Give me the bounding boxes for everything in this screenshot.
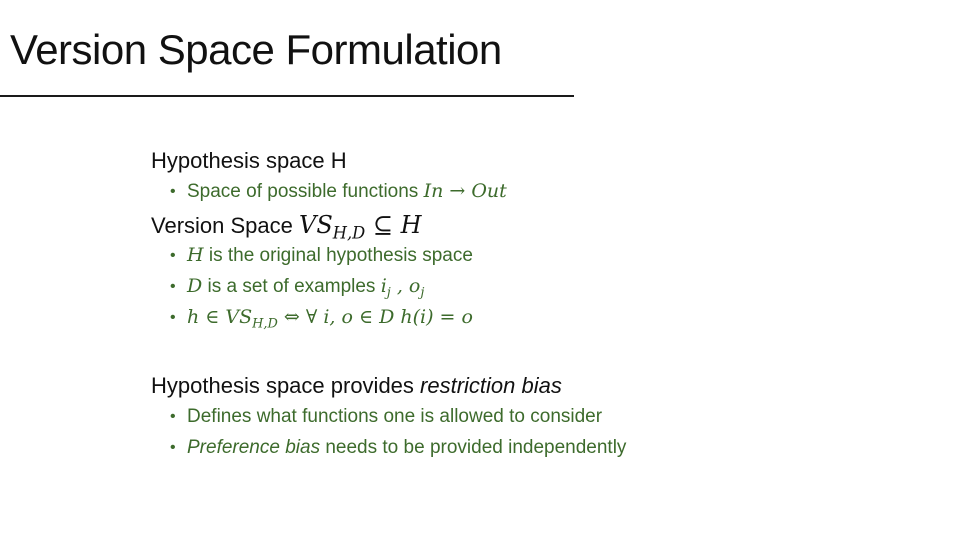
math-version-space: [298, 211, 422, 243]
math-o: o: [408, 275, 421, 297]
bullet-dot-icon: •: [170, 439, 176, 456]
math-i: i: [380, 275, 387, 297]
bullet-possible-functions: [151, 176, 931, 207]
heading-text: Version Space: [151, 213, 299, 238]
heading-hypothesis-space: Hypothesis space H: [151, 148, 347, 173]
bullet-defines-functions: [151, 401, 931, 432]
math-separator: ,: [390, 275, 409, 297]
math-membership: [187, 306, 473, 332]
math-i-subscript: j: [386, 285, 391, 301]
heading-emphasis: restriction bias: [420, 373, 562, 398]
bullets-version-space: [151, 240, 931, 333]
math-h-in-vs: h ∈ VS: [187, 306, 253, 328]
bullets-restriction-bias: [151, 401, 931, 463]
bullet-preference-bias: [151, 432, 931, 463]
slide-title: Version Space Formulation: [10, 26, 502, 73]
bullet-dot-icon: •: [170, 408, 176, 425]
math-subset-h: ⊆ H: [365, 211, 422, 239]
bullet-membership-condition: [151, 302, 931, 333]
bullet-dot-icon: •: [170, 309, 176, 326]
heading-restriction-bias: [151, 371, 931, 401]
math-d: D: [187, 275, 203, 297]
math-in-out: In → Out: [423, 180, 507, 202]
math-vs-subscript: H,D: [252, 316, 278, 332]
math-vs-subscript: H,D: [332, 223, 366, 243]
bullet-emphasis: Preference bias: [187, 437, 321, 458]
bullets-hypothesis-space: [151, 176, 931, 207]
bullet-dot-icon: •: [170, 278, 176, 295]
heading-version-space: [151, 210, 931, 243]
bullet-d-examples: [151, 271, 931, 302]
bullet-text: Defines what functions one is allowed to consider: [187, 406, 603, 427]
bullet-text: is a set of examples: [202, 276, 381, 297]
bullet-text: Space of possible functions: [187, 181, 424, 202]
math-h: H: [187, 244, 204, 266]
bullet-h-original: [151, 240, 931, 271]
slide-content: [151, 146, 931, 463]
bullet-dot-icon: •: [170, 247, 176, 264]
heading-text: Hypothesis space provides: [151, 373, 421, 398]
bullet-text: needs to be provided independently: [320, 437, 627, 458]
math-vs: VS: [298, 211, 333, 239]
math-example-pair: [380, 275, 425, 301]
math-o-subscript: j: [420, 285, 425, 301]
math-condition: ⇔ ∀ i, o ∈ D h(i) = o: [277, 306, 473, 328]
bullet-dot-icon: •: [170, 183, 176, 200]
bullet-text: is the original hypothesis space: [203, 245, 473, 266]
title-divider: [0, 95, 574, 97]
